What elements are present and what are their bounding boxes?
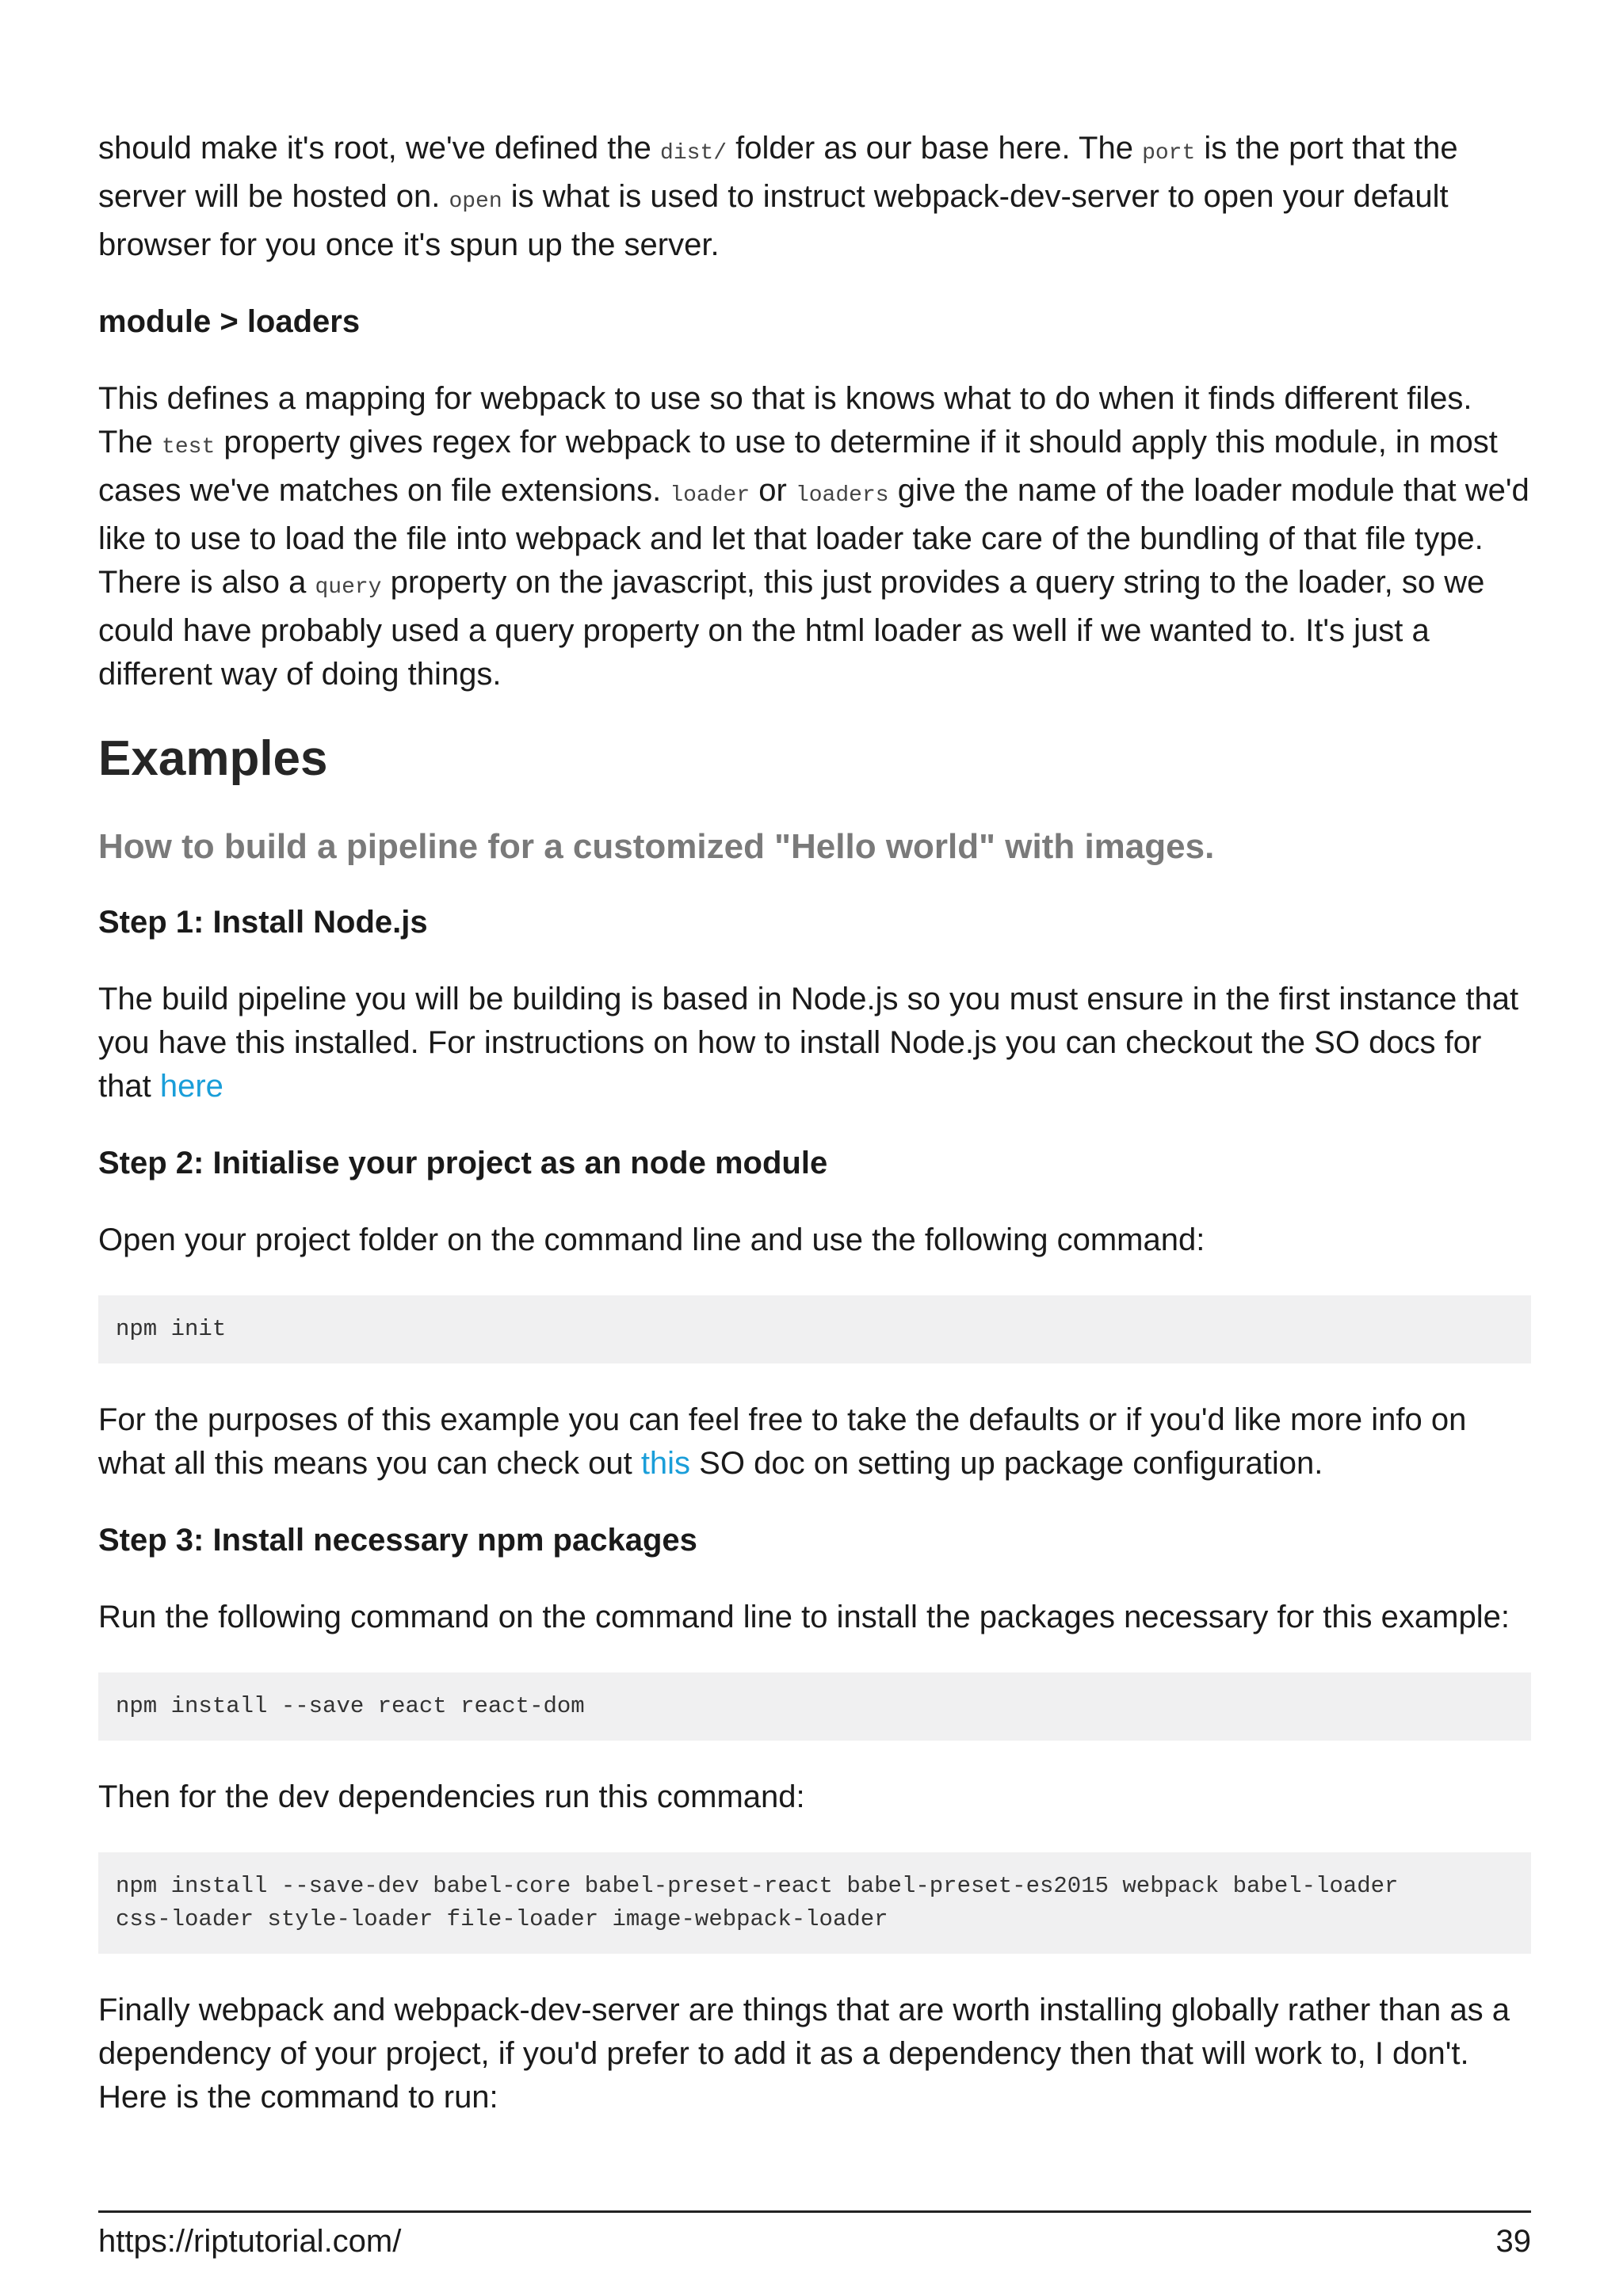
examples-subtitle: How to build a pipeline for a customized "Hello world" with images.: [98, 827, 1215, 866]
inline-code-loaders: loaders: [795, 483, 889, 508]
footer-page-number: 39: [1495, 2224, 1531, 2259]
code-block-npm-install-save: npm install --save react react-dom: [98, 1672, 1531, 1741]
module-loaders-heading: module > loaders: [98, 304, 361, 339]
step1-heading: Step 1: Install Node.js: [98, 905, 428, 940]
step3-heading: Step 3: Install necessary npm packages: [98, 1523, 697, 1558]
step2-paragraph: Open your project folder on the command line and use the following command:: [98, 1222, 1205, 1257]
inline-code-dist: dist/: [660, 141, 727, 166]
step3-paragraph: Run the following command on the command line to install the packages necessary for this example:: [98, 1600, 1510, 1634]
text-span: should make it's root, we've defined the: [98, 131, 661, 166]
text-span: property gives regex for webpack to use to determine if it should apply this module, in most cases we've matches on file extensions.: [98, 425, 1498, 508]
inline-code-open: open: [449, 189, 502, 214]
examples-title: Examples: [98, 731, 328, 786]
step2-after-paragraph: [98, 1398, 1531, 1486]
text-span: The build pipeline you will be building is based in Node.js so you must ensure in the first instance that you have this installed. For instructions on how to install Node.js you can checkout the SO docs for that: [98, 982, 1519, 1104]
inline-code-test: test: [162, 435, 216, 460]
text-span: is what is used to instruct webpack-dev-server to open your default browser for you once it's spun up the server.: [98, 179, 1449, 262]
code-block-npm-install-dev: npm install --save-dev babel-core babel-preset-react babel-preset-es2015 webpack babel-loader css-loader style-loader file-loader image-webpack-loader: [98, 1852, 1531, 1954]
intro-paragraph: [98, 127, 1531, 267]
footer-url: https://riptutorial.com/: [98, 2224, 402, 2259]
text-span: For the purposes of this example you can feel free to take the defaults or if you'd like more info on what all this means you can check out: [98, 1402, 1467, 1481]
inline-code-port: port: [1142, 141, 1196, 166]
step3-dev-paragraph: Then for the dev dependencies run this command:: [98, 1779, 805, 1814]
text-span: SO doc on setting up package configuration.: [690, 1446, 1323, 1481]
text-span: folder as our base here. The: [727, 131, 1143, 166]
text-span: property on the javascript, this just provides a query string to the loader, so we could have probably used a query property on the html loader as well if we wanted to. It's just a different way of doing things.: [98, 565, 1485, 692]
code-block-npm-init: npm init: [98, 1295, 1531, 1363]
loaders-paragraph: [98, 377, 1531, 696]
here-link[interactable]: here: [159, 1069, 223, 1104]
page-content: [98, 127, 1531, 2153]
text-span: is the port that the server will be hosted on.: [98, 131, 1458, 214]
text-span: give the name of the loader module that we'd like to use to load the file into webpack and let that loader take care of the bundling of that file type. There is also a: [98, 473, 1529, 600]
step2-heading: Step 2: Initialise your project as an node module: [98, 1146, 828, 1180]
text-span: This defines a mapping for webpack to use so that is knows what to do when it finds different files. The: [98, 381, 1472, 460]
inline-code-query: query: [315, 575, 382, 600]
step3-final-paragraph: Finally webpack and webpack-dev-server are things that are worth installing globally rather than as a dependency of your project, if you'd prefer to add it as a dependency then that will work to, I don't. Here is the command to run:: [98, 1993, 1510, 2115]
this-link[interactable]: this: [640, 1446, 691, 1481]
page-footer: [98, 2210, 1531, 2260]
step1-paragraph: [98, 978, 1531, 1108]
text-span: or: [750, 473, 796, 508]
inline-code-loader: loader: [670, 483, 750, 508]
